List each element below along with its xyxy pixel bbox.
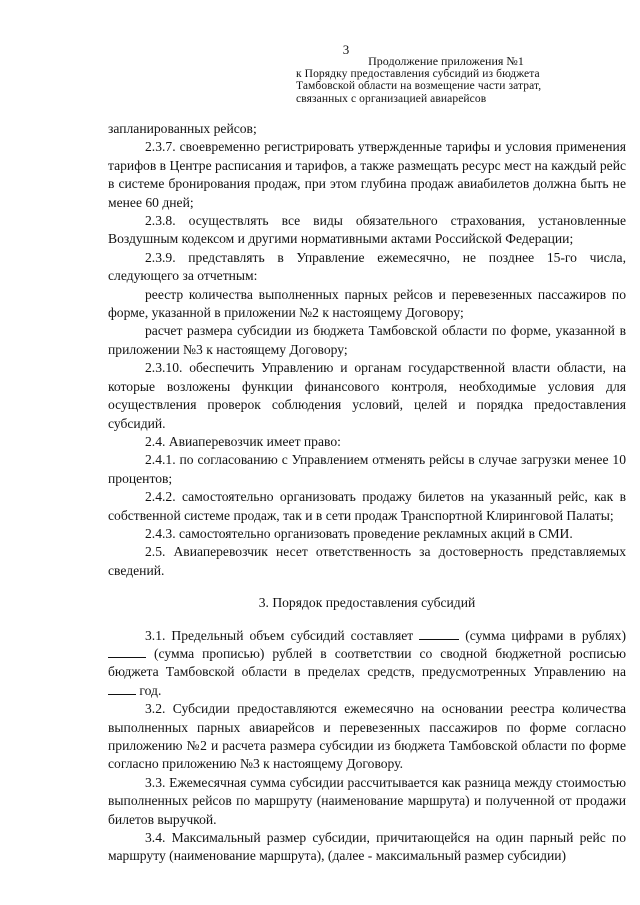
appendix-header-line: связанных с организацией авиарейсов — [296, 92, 487, 105]
paragraph-3-3: 3.3. Ежемесячная сумма субсидии рассчитывается как разница между стоимостью выполненных рейсов по маршруту (наименование маршрута) и полученной от продажи билетов выручкой. — [108, 774, 626, 827]
paragraph-2-3-9: 2.3.9. представлять в Управление ежемесячно, не позднее 15-го числа, следующего за отчетным: — [108, 249, 626, 284]
appendix-header-line: Тамбовской области на возмещение части затрат, — [296, 80, 542, 92]
paragraph: запланированных рейсов; — [108, 121, 257, 136]
page-number: 3 — [342, 42, 350, 57]
blank-field[interactable] — [419, 627, 459, 640]
document-body — [108, 120, 626, 866]
paragraph-2-3-10: 2.3.10. обеспечить Управлению и органам государственной власти области, на которые возложены функции финансового контроля, необходимые условия для осуществления проверок соблюдения условий, целей и порядка предоставления субсидий. — [108, 360, 626, 431]
blank-field[interactable] — [108, 682, 136, 695]
paragraph-calculation: расчет размера субсидии из бюджета Тамбовской области по форме, указанной в приложении №3 к настоящему Договору; — [108, 323, 626, 357]
paragraph-2-4-1: 2.4.1. по согласованию с Управлением отменять рейсы в случае загрузки менее 10 процентов; — [108, 452, 626, 486]
section-title: 3. Порядок предоставления субсидий — [258, 595, 476, 611]
paragraph-2-3-8: 2.3.8. осуществлять все виды обязательного страхования, установленные Воздушным кодексом и другими нормативными актами Российской Федерации; — [108, 213, 626, 247]
paragraph-3-2: 3.2. Субсидии предоставляются ежемесячно на основании реестра количества выполненных парных авиарейсов и перевезенных пассажиров по форме согласно приложению №2 и расчета размера субсидии из бюджета Тамбовской области по форме согласно приложению №3 к настоящему Договору. — [108, 701, 626, 772]
paragraph-registry: реестр количества выполненных парных рейсов и перевезенных пассажиров по форме, указанной в приложении №2 к настоящему Договору; — [108, 286, 626, 321]
blank-field[interactable] — [108, 645, 146, 658]
appendix-header-title: Продолжение приложения №1 — [368, 54, 524, 68]
paragraph-3-1-part: год. — [139, 682, 162, 698]
paragraph-3-1 — [108, 627, 626, 701]
paragraph-2-3-7: 2.3.7. своевременно регистрировать утвержденные тарифы и условия применения тарифов в Центре расписания и тарифов, а также размещать ресурс мест на каждый рейс в системе бронирования продаж, при этом глубина продаж авиабилетов должна быть не менее 60 дней; — [108, 139, 626, 210]
appendix-header-line: к Порядку предоставления субсидий из бюджета — [296, 67, 540, 80]
appendix-header — [296, 55, 596, 105]
paragraph-2-4-2: 2.4.2. самостоятельно организовать продажу билетов на указанный рейс, как в собственной системе продаж, так и в сети продаж Транспортной Клиринговой Палаты; — [108, 489, 626, 523]
paragraph-3-1-part: 3.1. Предельный объем субсидий составляет — [145, 627, 414, 643]
paragraph-3-1-part: (сумма прописью) рублей в соответствии со сводной бюджетной росписью бюджета Тамбовской области в пределах средств, предусмотренных Управлению на — [108, 645, 626, 680]
paragraph-3-1-part: (сумма цифрами в рублях) — [465, 627, 627, 643]
paragraph-3-4: 3.4. Максимальный размер субсидии, причитающейся на один парный рейс по маршруту (наименование маршрута), (далее - максимальный размер субсидии) — [108, 830, 626, 864]
paragraph-2-4-3: 2.4.3. самостоятельно организовать проведение рекламных акций в СМИ. — [145, 525, 573, 541]
paragraph-2-4: 2.4. Авиаперевозчик имеет право: — [145, 433, 341, 449]
paragraph-2-5: 2.5. Авиаперевозчик несет ответственность за достоверность представляемых сведений. — [108, 544, 626, 578]
